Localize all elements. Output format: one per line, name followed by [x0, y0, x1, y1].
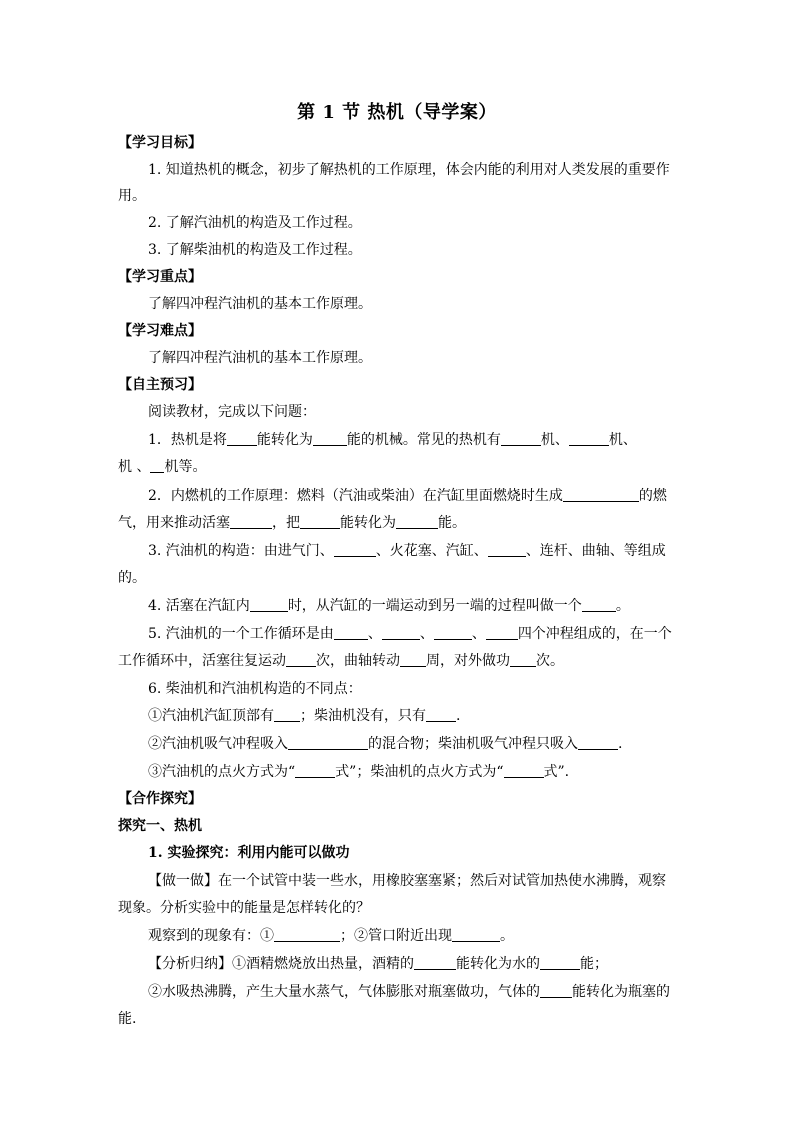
blank-field[interactable] [382, 625, 420, 640]
goal-1: 1. 知道热机的概念，初步了解热机的工作原理，体会内能的利用对人类发展的重要作 [148, 162, 670, 178]
question-2-cont: 气，用来推动活塞 ，把 能转化为 能。 [118, 515, 466, 531]
section-goals-heading: 【学习目标】 [118, 135, 202, 151]
question-5: 5. 汽油机的一个工作循环是由 、 、 、 四个冲程组成的，在一个 [148, 626, 672, 642]
goal-1-cont: 用。 [118, 188, 146, 204]
do-it-text-cont: 现象。分析实验中的能量是怎样转化的？ [118, 900, 370, 916]
section-key-heading: 【学习重点】 [118, 269, 202, 285]
blank-field[interactable] [396, 514, 438, 529]
section-explore-heading: 【合作探究】 [118, 791, 202, 807]
blank-field[interactable] [313, 431, 347, 446]
blank-field[interactable] [510, 652, 536, 667]
goal-2: 2. 了解汽油机的构造及工作过程。 [148, 215, 362, 231]
difficulty-text: 了解四冲程汽油机的基本工作原理。 [148, 350, 372, 366]
preview-intro: 阅读教材，完成以下问题： [148, 404, 316, 420]
blank-field[interactable] [334, 542, 376, 557]
blank-field[interactable] [150, 458, 164, 473]
blank-field[interactable] [230, 514, 272, 529]
blank-field[interactable] [250, 597, 288, 612]
question-6b: ②汽油机吸气冲程吸入 的混合物；柴油机吸气冲程只吸入 . [148, 736, 623, 752]
explore-part-1: 探究一、热机 [118, 818, 202, 834]
question-3-cont: 的。 [118, 570, 146, 586]
blank-field[interactable] [295, 763, 335, 778]
question-3: 3. 汽油机的构造：由进气门、 、火花塞、汽缸、 、连杆、曲轴、等组成 [148, 543, 666, 559]
blank-field[interactable] [486, 625, 518, 640]
analysis-line-1: 【分析归纳】①酒精燃烧放出热量，酒精的 能转化为水的 能； [148, 956, 608, 972]
blank-field[interactable] [582, 597, 616, 612]
blank-field[interactable] [274, 927, 340, 942]
page-title: 第 1 节 热机（导学案） [297, 102, 497, 123]
blank-field[interactable] [434, 625, 472, 640]
blank-field[interactable] [400, 652, 426, 667]
blank-field[interactable] [501, 431, 541, 446]
analysis-line-2: ②水吸热沸腾，产生大量水蒸气，气体膨胀对瓶塞做功，气体的 能转化为瓶塞的 [148, 984, 670, 1000]
experiment-1-title: 1. 实验探究：利用内能可以做功 [148, 845, 350, 861]
blank-field[interactable] [426, 707, 456, 722]
question-6a: ①汽油机汽缸顶部有 ；柴油机没有，只有 . [148, 708, 461, 724]
blank-field[interactable] [488, 542, 526, 557]
blank-field[interactable] [288, 735, 368, 750]
blank-field[interactable] [569, 431, 609, 446]
question-2: 2．内燃机的工作原理：燃料（汽油或柴油）在汽缸里面燃烧时生成 的燃 [148, 488, 667, 504]
section-preview-heading: 【自主预习】 [118, 377, 202, 393]
question-5-cont: 工作循环中，活塞往复运动 次，曲轴转动 周，对外做功 次。 [118, 653, 564, 669]
goal-3: 3. 了解柴油机的构造及工作过程。 [148, 242, 362, 258]
blank-field[interactable] [286, 652, 316, 667]
question-6: 6. 柴油机和汽油机构造的不同点： [148, 681, 362, 697]
blank-field[interactable] [540, 955, 580, 970]
question-6c: ③汽油机的点火方式为“ 式”；柴油机的点火方式为“ 式”. [148, 764, 570, 780]
blank-field[interactable] [274, 707, 300, 722]
blank-field[interactable] [300, 514, 340, 529]
blank-field[interactable] [334, 625, 368, 640]
blank-field[interactable] [414, 955, 456, 970]
blank-field[interactable] [563, 487, 639, 502]
blank-field[interactable] [227, 431, 257, 446]
key-text: 了解四冲程汽油机的基本工作原理。 [148, 296, 372, 312]
blank-field[interactable] [540, 983, 572, 998]
observation-line: 观察到的现象有：① ；②管口附近出现 。 [148, 928, 514, 944]
question-1-cont: 机 、 机等。 [118, 459, 207, 475]
question-1: 1．热机是将 能转化为 能的机械。常见的热机有 机、 机、 [148, 432, 637, 448]
section-difficulty-heading: 【学习难点】 [118, 323, 202, 339]
analysis-line-2-cont: 能. [118, 1011, 137, 1027]
blank-field[interactable] [504, 763, 544, 778]
blank-field[interactable] [578, 735, 618, 750]
blank-field[interactable] [452, 927, 500, 942]
do-it-text: 【做一做】在一个试管中装一些水，用橡胶塞塞紧；然后对试管加热使水沸腾，观察 [148, 873, 666, 889]
question-4: 4. 活塞在汽缸内 时，从汽缸的一端运动到另一端的过程叫做一个 。 [148, 598, 630, 614]
